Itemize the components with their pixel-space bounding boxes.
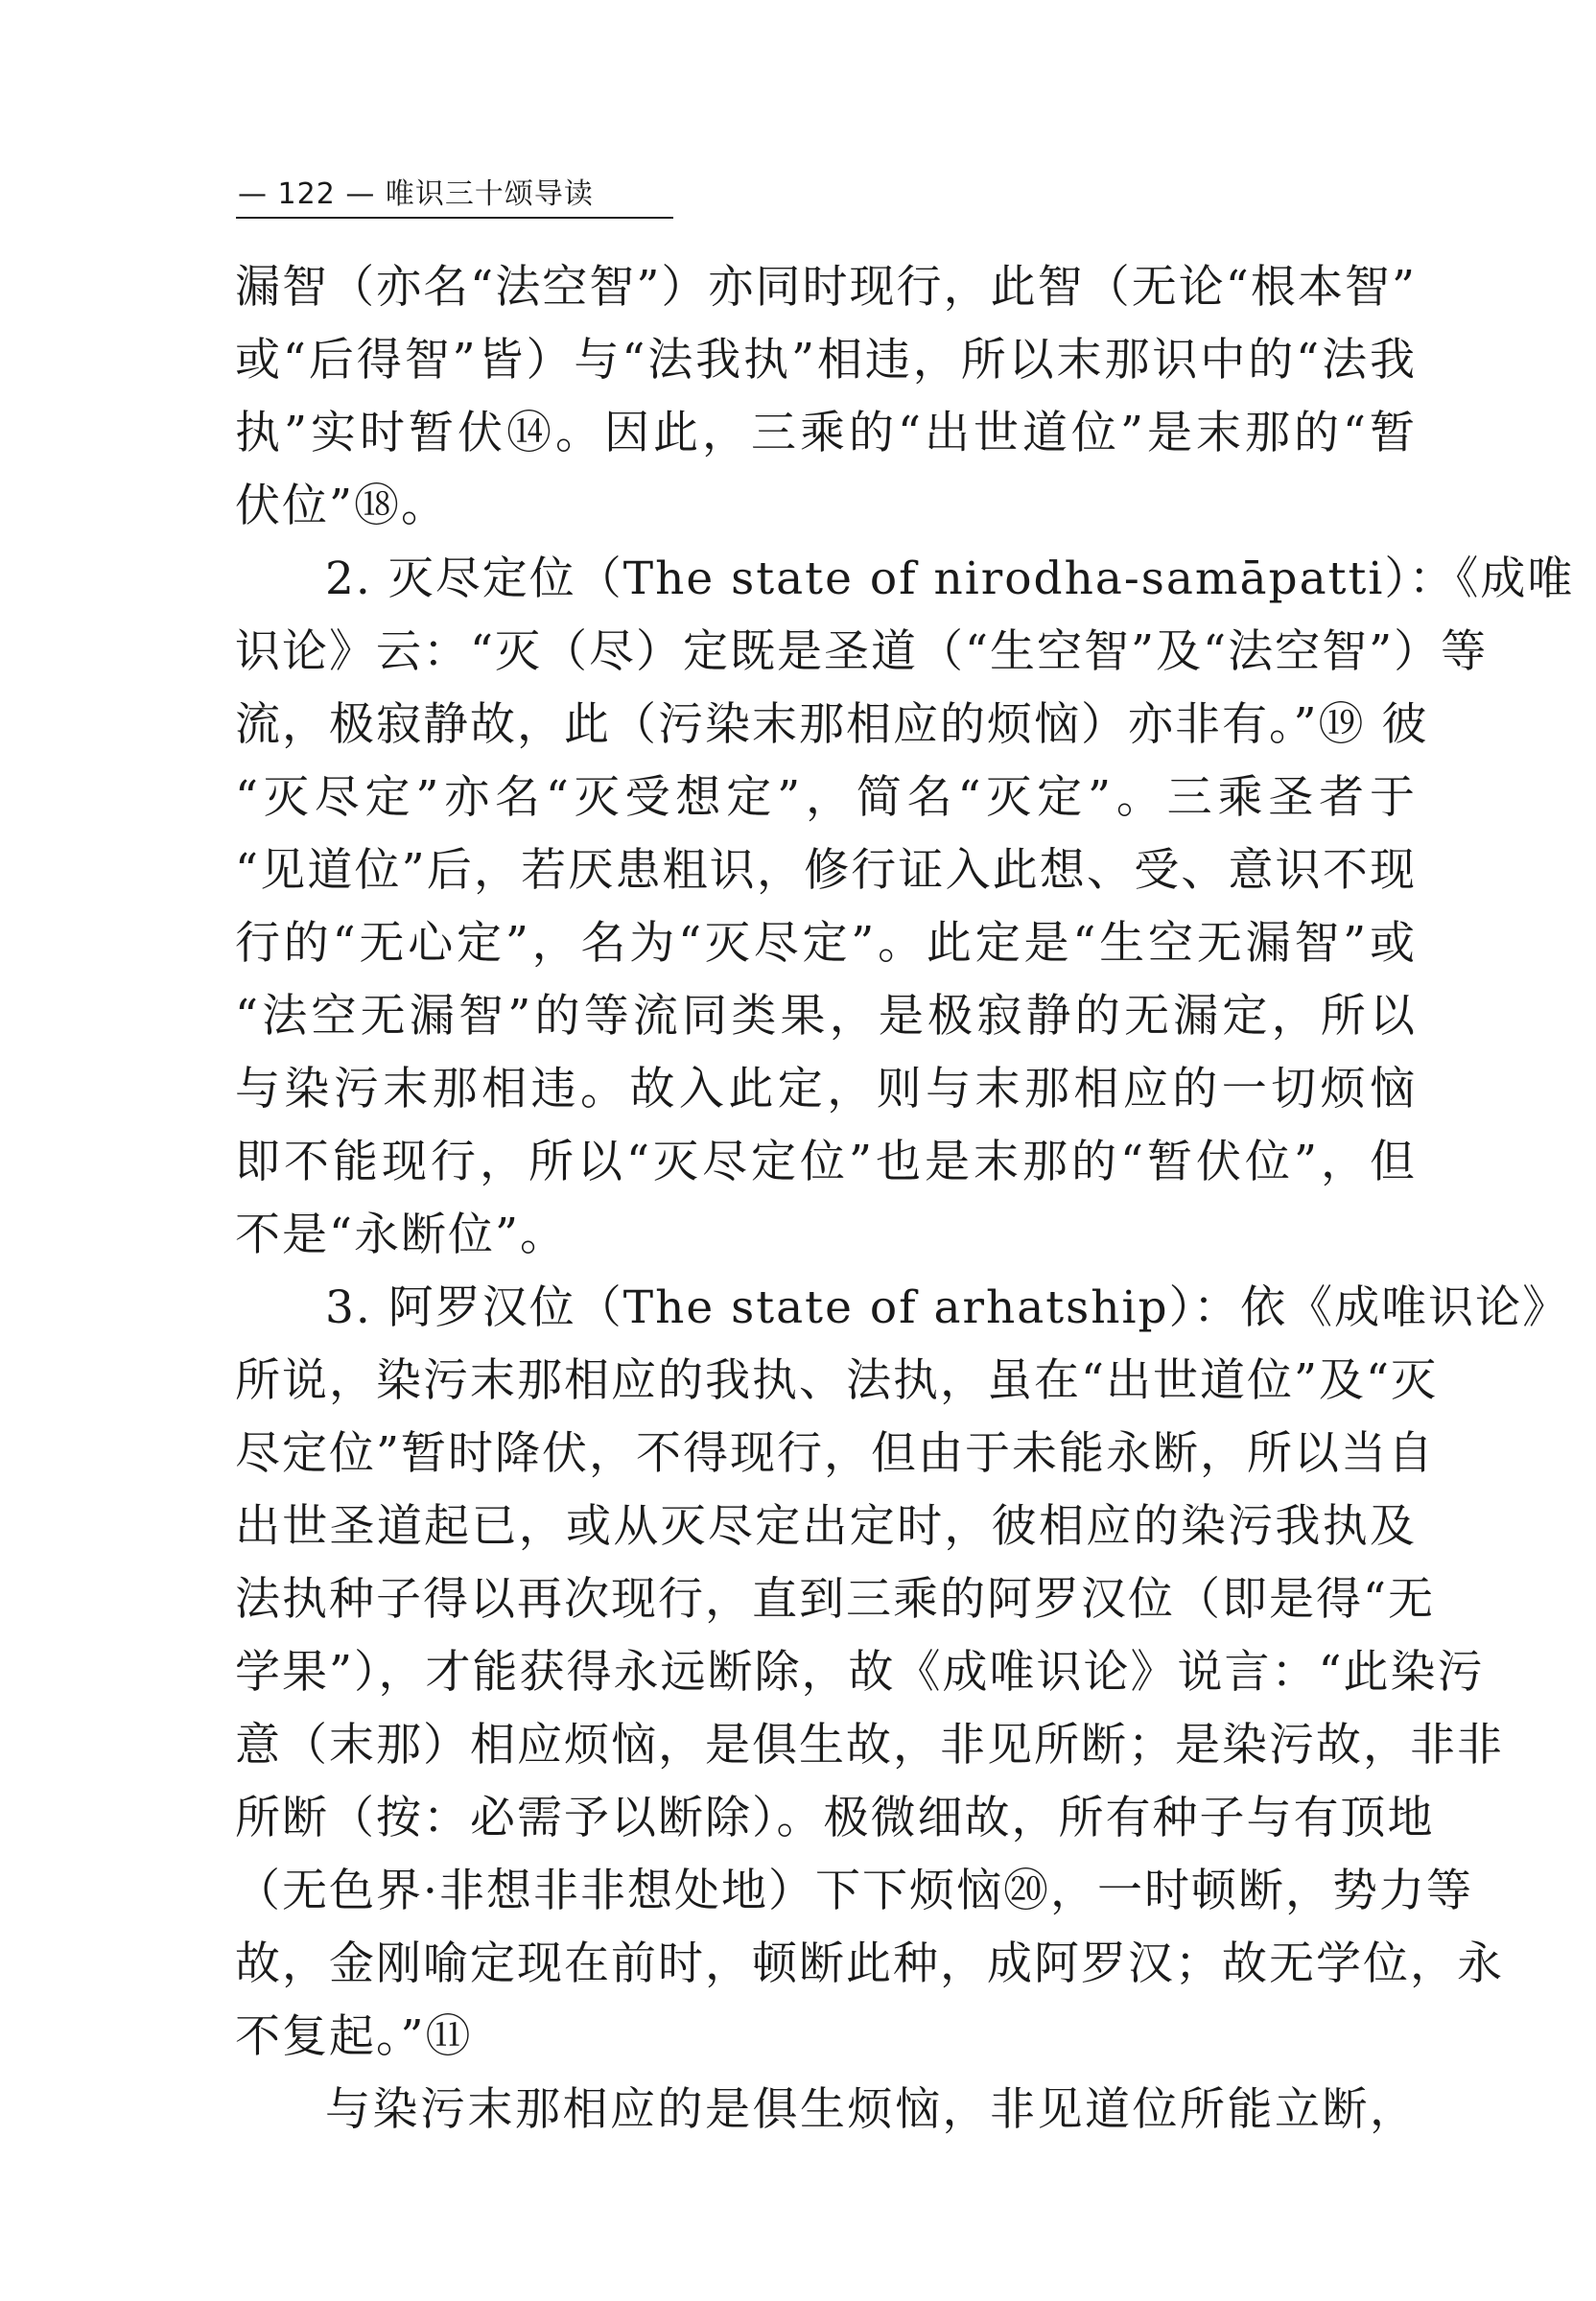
text-line: 与染污末那相违。故入此定，则与末那相应的一切烦恼: [235, 1063, 1417, 1115]
text-line: 法执种子得以再次现行，直到三乘的阿罗汉位（即是得“无: [235, 1573, 1436, 1626]
text-line: 所说，染污末那相应的我执、法执，虽在“出世道位”及“灭: [235, 1354, 1439, 1407]
text-line: （无色界·非想非非想处地）下下烦恼⑳，一时顿断，势力等: [235, 1865, 1473, 1917]
text-line: 出世圣道起已，或从灭尽定出定时，彼相应的染污我执及: [235, 1500, 1417, 1553]
text-line: 意（末那）相应烦恼，是俱生故，非见所断；是染污故，非非: [235, 1719, 1504, 1772]
page-body: [235, 251, 1575, 2147]
paragraph-4-start: 与染污末那相应的是俱生烦恼，非见道位所能立断，: [325, 2083, 1417, 2136]
text-line: 或“后得智”皆）与“法我执”相违，所以末那识中的“法我: [235, 334, 1417, 387]
text-line: 流，极寂静故，此（污染末那相应的烦恼）亦非有。”⑲ 彼: [235, 698, 1429, 751]
text-line: 故，金刚喻定现在前时，顿断此种，成阿罗汉；故无学位，永: [235, 1937, 1504, 1990]
text-line: “见道位”后，若厌患粗识，修行证入此想、受、意识不现: [235, 844, 1417, 897]
header-rule: [236, 217, 673, 219]
text-line: 尽定位”暂时降伏，不得现行，但由于未能永断，所以当自: [235, 1427, 1436, 1480]
text-line: 即不能现行，所以“灭尽定位”也是末那的“暂伏位”，但: [235, 1136, 1417, 1188]
paragraph-2-start: 2. 灭尽定位（The state of nirodha-samāpatti）：《成唯: [325, 552, 1575, 605]
text-line: 所断（按：必需予以断除）。极微细故，所有种子与有顶地: [235, 1792, 1435, 1844]
text-line: 不是“永断位”。: [235, 1209, 568, 1261]
paragraph-3-start: 3. 阿罗汉位（The state of arhatship）：依《成唯识论》: [325, 1281, 1570, 1334]
text-line: 执”实时暂伏⑭。因此，三乘的“出世道位”是末那的“暂: [235, 407, 1417, 459]
text-line: 识论》云：“灭（尽）定既是圣道（“生空智”及“法空智”）等: [235, 625, 1489, 678]
text-line: “灭尽定”亦名“灭受想定”，简名“灭定”。三乘圣者于: [235, 771, 1417, 824]
text-line: 行的“无心定”，名为“灭尽定”。此定是“生空无漏智”或: [235, 917, 1417, 970]
text-line: 伏位”⑱。: [235, 480, 449, 532]
text-line: “法空无漏智”的等流同类果，是极寂静的无漏定，所以: [235, 990, 1417, 1043]
text-line: 学果”），才能获得永远断除，故《成唯识论》说言：“此染污: [235, 1646, 1485, 1699]
text-line: 不复起。”⑪: [235, 2010, 473, 2063]
text-line: 漏智（亦名“法空智”）亦同时现行，此智（无论“根本智”: [235, 261, 1417, 314]
running-header: — 122 — 唯识三十颂导读: [238, 177, 594, 211]
